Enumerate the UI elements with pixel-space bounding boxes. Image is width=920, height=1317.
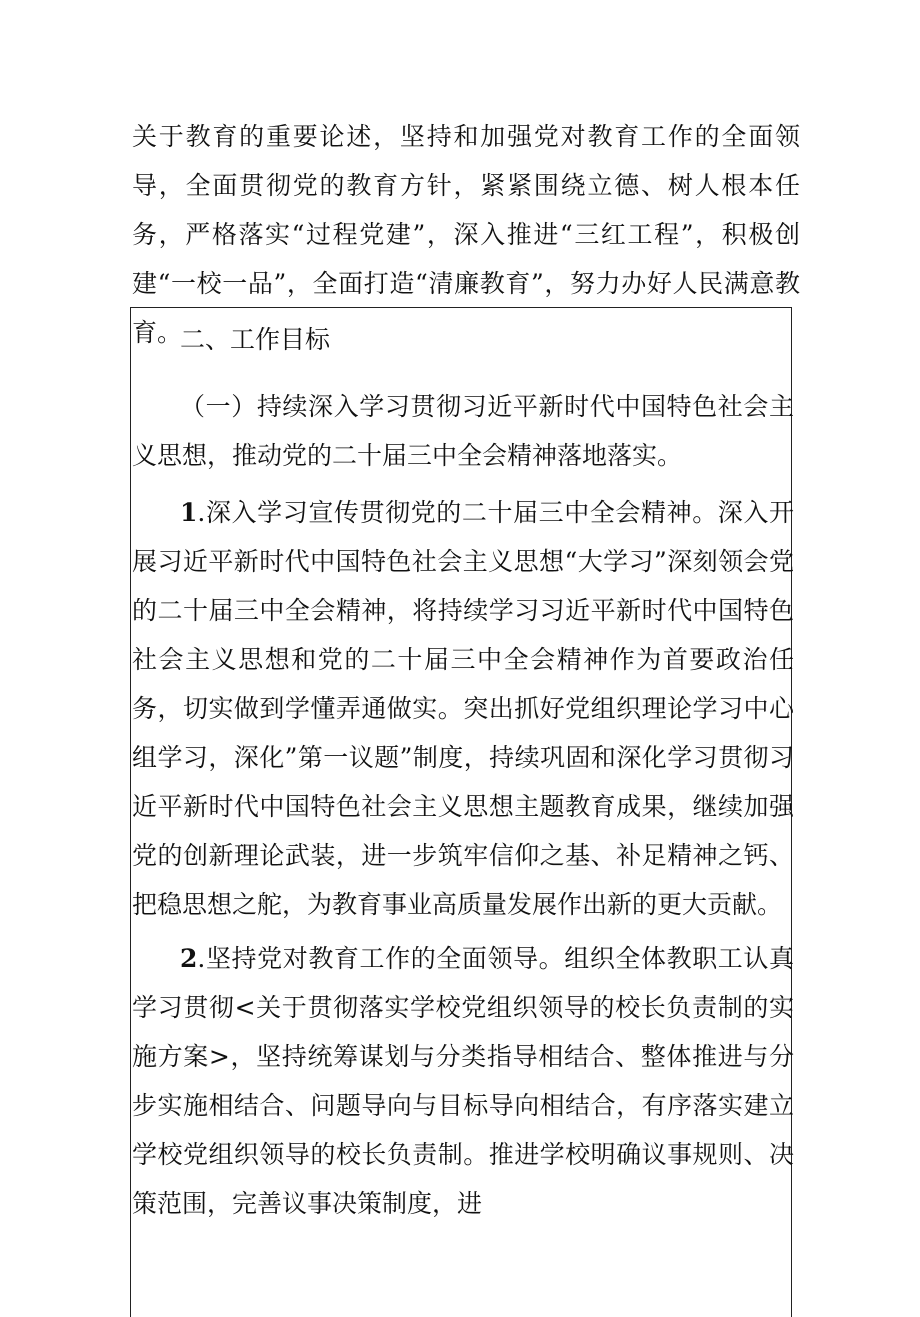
item-1-paragraph [132, 488, 794, 929]
item-2-paragraph [132, 934, 794, 1228]
item-2-text: .坚持党对教育工作的全面领导。组织全体教职工认真学习贯彻<关于贯彻落实学校党组织领导的校长负责制的实施方案>，坚持统筹谋划与分类指导相结合、整体推进与分步实施相结合、问题导向与目标导向相结合，有序落实建立学校党组织领导的校长负责制。推进学校明确议事规则、决策范围，完善议事决策制度，进 [132, 944, 794, 1218]
subsection-paragraph: （一）持续深入学习贯彻习近平新时代中国特色社会主义思想，推动党的二十届三中全会精神落地落实。 [132, 392, 794, 470]
item-1-text: .深入学习宣传贯彻党的二十届三中全会精神。深入开展习近平新时代中国特色社会主义思想“大学习”深刻领会党的二十届三中全会精神，将持续学习习近平新时代中国特色社会主义思想和党的二十届三中全会精神作为首要政治任务，切实做到学懂弄通做实。突出抓好党组织理论学习中心组学习，深化”第一议题”制度，持续巩固和深化学习贯彻习近平新时代中国特色社会主义思想主题教育成果，继续加强党的创新理论武装，进一步筑牢信仰之基、补足精神之钙、把稳思想之舵，为教育事业高质量发展作出新的更大贡献。 [132, 498, 794, 919]
intro-paragraph: 关于教育的重要论述，坚持和加强党对教育工作的全面领导，全面贯彻党的教育方针，紧紧围绕立德、树人根本任务，严格落实“过程党建”，深入推进“三红工程”，积极创建“一校一品”，全面打造“清廉教育”，努力办好人民满意教育。 [132, 122, 800, 347]
item-2-number: 2 [180, 944, 198, 973]
item-1-number: 1 [180, 498, 198, 527]
section-title: 二、工作目标 [180, 325, 331, 354]
